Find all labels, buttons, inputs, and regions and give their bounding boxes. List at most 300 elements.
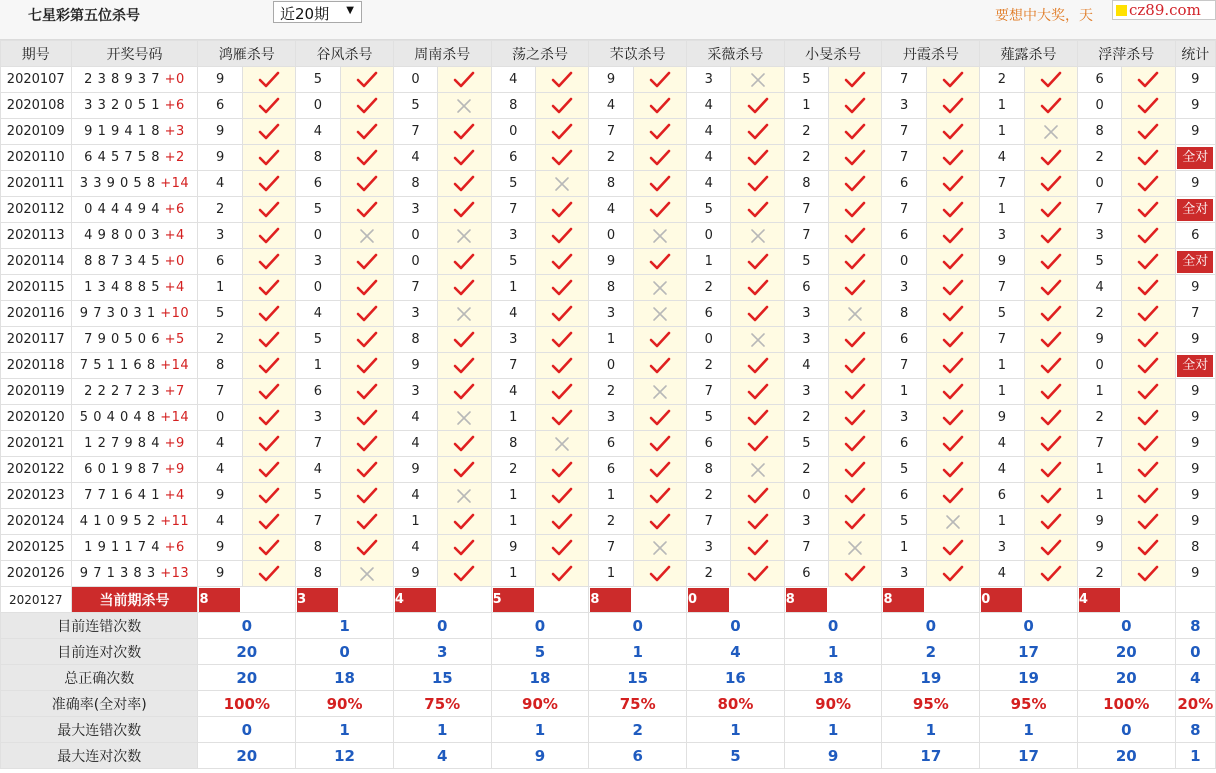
draw-numbers-cell [71, 301, 198, 327]
check-icon [242, 119, 295, 145]
check-icon [829, 561, 882, 587]
check-icon [1024, 509, 1077, 535]
cross-icon [340, 223, 393, 249]
check-icon [1024, 431, 1077, 457]
summary-label: 目前连对次数 [1, 639, 198, 665]
check-icon [535, 93, 588, 119]
kill-number-cell: 3 [296, 249, 340, 275]
draw-numbers: 2 3 8 9 3 7 [84, 72, 160, 87]
kill-number-cell: 4 [491, 379, 535, 405]
kill-number-cell: 3 [589, 301, 633, 327]
summary-value: 20 [198, 665, 296, 691]
draw-sum: +11 [160, 514, 190, 529]
page-title: 七星彩第五位杀号 [28, 8, 140, 24]
kill-number-cell: 9 [1077, 509, 1121, 535]
kill-number-cell: 1 [491, 275, 535, 301]
kill-number-cell: 8 [589, 275, 633, 301]
kill-number-cell: 6 [784, 561, 828, 587]
check-icon [340, 301, 393, 327]
kill-number-cell: 7 [296, 431, 340, 457]
col-expert: 谷风杀号 [296, 41, 394, 67]
table-body [1, 67, 1216, 769]
check-icon [1122, 431, 1175, 457]
check-icon [926, 275, 979, 301]
kill-number-cell: 4 [687, 171, 731, 197]
kill-number-cell: 0 [1077, 93, 1121, 119]
current-kill-label: 当前期杀号 [71, 587, 198, 613]
cross-icon [633, 301, 686, 327]
check-icon [731, 509, 784, 535]
kill-number-cell: 0 [393, 223, 437, 249]
draw-sum: +13 [160, 566, 190, 581]
check-icon [731, 249, 784, 275]
draw-numbers: 8 8 7 3 4 5 [84, 254, 160, 269]
check-icon [535, 275, 588, 301]
cross-icon [535, 171, 588, 197]
check-icon [1122, 93, 1175, 119]
check-icon [926, 93, 979, 119]
current-kill-number: 8 [883, 588, 924, 612]
check-icon [731, 483, 784, 509]
check-icon [926, 119, 979, 145]
kill-number-cell: 2 [491, 457, 535, 483]
kill-number-cell: 3 [1077, 223, 1121, 249]
check-icon [340, 275, 393, 301]
current-kill-number: 4 [395, 588, 436, 612]
check-icon [438, 327, 491, 353]
summary-value: 0 [882, 613, 980, 639]
kill-number-cell: 1 [882, 379, 926, 405]
check-icon [1122, 535, 1175, 561]
kill-number-cell: 3 [784, 301, 828, 327]
kill-number-cell: 9 [393, 457, 437, 483]
summary-value: 1 [687, 717, 785, 743]
kill-number-cell: 5 [687, 405, 731, 431]
draw-numbers-cell [71, 405, 198, 431]
current-kill-number: 4 [1079, 588, 1120, 612]
period-cell: 2020118 [1, 353, 72, 379]
draw-numbers: 4 9 8 0 0 3 [84, 228, 160, 243]
check-icon [1122, 249, 1175, 275]
kill-number-cell: 2 [784, 457, 828, 483]
check-icon [633, 483, 686, 509]
kill-number-cell: 7 [882, 353, 926, 379]
check-icon [731, 275, 784, 301]
check-icon [829, 145, 882, 171]
check-icon [340, 431, 393, 457]
kill-number-cell: 1 [980, 353, 1024, 379]
kill-number-cell: 8 [491, 93, 535, 119]
draw-numbers: 5 0 4 0 4 8 [79, 410, 156, 425]
kill-number-cell: 9 [491, 535, 535, 561]
period-select-value: 近20期 [280, 5, 330, 23]
current-stat-cell [1175, 587, 1215, 613]
kill-number-cell: 6 [296, 379, 340, 405]
kill-number-cell: 1 [491, 405, 535, 431]
kill-number-cell: 1 [393, 509, 437, 535]
kill-number-cell: 4 [980, 145, 1024, 171]
summary-stat: 8 [1175, 613, 1215, 639]
check-icon [829, 249, 882, 275]
draw-numbers: 1 3 4 8 8 5 [84, 280, 160, 295]
top-bar [0, 0, 1216, 40]
current-kill-number: 0 [981, 588, 1022, 612]
draw-numbers-cell [71, 561, 198, 587]
draw-sum: +10 [160, 306, 190, 321]
summary-value: 75% [589, 691, 687, 717]
current-kill-cell [491, 587, 589, 613]
col-expert: 周南杀号 [393, 41, 491, 67]
kill-number-cell: 5 [296, 327, 340, 353]
kill-number-cell: 8 [393, 171, 437, 197]
kill-number-cell: 0 [393, 249, 437, 275]
kill-number-cell: 5 [882, 509, 926, 535]
summary-value: 1 [980, 717, 1078, 743]
summary-value: 1 [784, 717, 882, 743]
kill-number-cell: 1 [589, 561, 633, 587]
stat-cell: 9 [1175, 483, 1215, 509]
check-icon [1122, 119, 1175, 145]
kill-number-cell: 4 [393, 483, 437, 509]
col-expert: 薤露杀号 [980, 41, 1078, 67]
period-cell: 2020115 [1, 275, 72, 301]
site-logo[interactable]: cz89.com [1112, 0, 1216, 20]
kill-number-cell: 8 [882, 301, 926, 327]
draw-numbers-cell [71, 509, 198, 535]
check-icon [340, 457, 393, 483]
table-row [1, 509, 1216, 535]
check-icon [731, 561, 784, 587]
summary-value: 17 [980, 639, 1078, 665]
summary-value: 90% [296, 691, 394, 717]
check-icon [1024, 93, 1077, 119]
check-icon [633, 327, 686, 353]
kill-number-cell: 4 [491, 67, 535, 93]
promo-text[interactable]: 要想中大奖，天 [995, 8, 1093, 24]
draw-numbers: 7 5 1 1 6 8 [79, 358, 156, 373]
kill-number-cell: 1 [980, 379, 1024, 405]
stat-cell [1175, 197, 1215, 223]
kill-number-cell: 9 [393, 353, 437, 379]
chevron-down-icon: ▼ [346, 5, 354, 16]
check-icon [1024, 457, 1077, 483]
check-icon [1024, 561, 1077, 587]
check-icon [926, 223, 979, 249]
draw-sum: +14 [160, 176, 190, 191]
check-icon [340, 509, 393, 535]
summary-value: 20 [1077, 665, 1175, 691]
summary-value: 5 [687, 743, 785, 769]
summary-value: 95% [980, 691, 1078, 717]
kill-number-cell: 7 [1077, 431, 1121, 457]
draw-sum: +4 [164, 488, 185, 503]
summary-value: 18 [491, 665, 589, 691]
kill-number-cell: 4 [980, 431, 1024, 457]
kill-number-cell: 6 [882, 327, 926, 353]
kill-number-cell: 5 [784, 249, 828, 275]
summary-value: 2 [882, 639, 980, 665]
kill-number-cell: 3 [882, 275, 926, 301]
col-expert: 丹霞杀号 [882, 41, 980, 67]
summary-value: 95% [882, 691, 980, 717]
kill-number-cell: 4 [296, 457, 340, 483]
summary-label: 最大连对次数 [1, 743, 198, 769]
period-select[interactable] [273, 1, 362, 23]
summary-value: 100% [198, 691, 296, 717]
check-icon [438, 509, 491, 535]
draw-numbers-cell [71, 93, 198, 119]
stat-cell: 8 [1175, 535, 1215, 561]
summary-value: 0 [1077, 717, 1175, 743]
kill-number-cell: 3 [491, 327, 535, 353]
check-icon [242, 301, 295, 327]
kill-number-cell: 3 [393, 197, 437, 223]
draw-sum: +6 [164, 202, 185, 217]
kill-number-cell: 0 [687, 223, 731, 249]
all-correct-badge: 全对 [1177, 251, 1213, 273]
kill-number-cell: 0 [589, 223, 633, 249]
draw-numbers: 1 9 1 1 7 4 [84, 540, 160, 555]
summary-row [1, 665, 1216, 691]
check-icon [926, 197, 979, 223]
draw-numbers: 4 1 0 9 5 2 [79, 514, 156, 529]
logo-square-icon [1116, 5, 1127, 16]
kill-number-cell: 1 [198, 275, 242, 301]
check-icon [829, 93, 882, 119]
check-icon [438, 145, 491, 171]
kill-number-cell: 7 [1077, 197, 1121, 223]
check-icon [829, 119, 882, 145]
kill-number-cell: 2 [784, 145, 828, 171]
check-icon [535, 301, 588, 327]
table-row [1, 457, 1216, 483]
summary-value: 1 [393, 717, 491, 743]
check-icon [535, 405, 588, 431]
current-kill-cell [198, 587, 296, 613]
kill-number-cell: 2 [198, 327, 242, 353]
check-icon [1122, 405, 1175, 431]
kill-number-cell: 2 [1077, 301, 1121, 327]
kill-number-cell: 3 [980, 223, 1024, 249]
kill-number-cell: 0 [198, 405, 242, 431]
table-row [1, 561, 1216, 587]
check-icon [535, 561, 588, 587]
summary-value: 0 [687, 613, 785, 639]
kill-number-cell: 1 [1077, 457, 1121, 483]
stat-cell: 9 [1175, 509, 1215, 535]
check-icon [829, 353, 882, 379]
kill-number-cell: 3 [784, 509, 828, 535]
stat-cell: 6 [1175, 223, 1215, 249]
summary-value: 1 [296, 717, 394, 743]
check-icon [438, 171, 491, 197]
check-icon [926, 431, 979, 457]
summary-value: 9 [491, 743, 589, 769]
kill-number-cell: 5 [296, 67, 340, 93]
period-cell: 2020117 [1, 327, 72, 353]
summary-value: 12 [296, 743, 394, 769]
cross-icon [633, 379, 686, 405]
kill-number-cell: 7 [589, 119, 633, 145]
cross-icon [340, 561, 393, 587]
stat-cell: 9 [1175, 431, 1215, 457]
check-icon [242, 171, 295, 197]
current-kill-cell [980, 587, 1078, 613]
draw-numbers: 9 7 1 3 8 3 [79, 566, 156, 581]
kill-number-cell: 6 [491, 145, 535, 171]
kill-number-cell: 0 [296, 93, 340, 119]
kill-number-cell: 5 [1077, 249, 1121, 275]
check-icon [438, 275, 491, 301]
kill-number-cell: 3 [687, 535, 731, 561]
kill-number-cell: 3 [198, 223, 242, 249]
kill-number-cell: 6 [589, 431, 633, 457]
stat-cell [1175, 145, 1215, 171]
kill-number-cell: 7 [784, 223, 828, 249]
check-icon [242, 405, 295, 431]
kill-number-cell: 2 [784, 405, 828, 431]
kill-number-cell: 6 [882, 431, 926, 457]
kill-number-cell: 4 [198, 509, 242, 535]
summary-stat: 0 [1175, 639, 1215, 665]
check-icon [535, 353, 588, 379]
kill-number-cell: 5 [980, 301, 1024, 327]
kill-number-cell: 1 [980, 509, 1024, 535]
kill-number-cell: 1 [1077, 483, 1121, 509]
period-cell: 2020119 [1, 379, 72, 405]
summary-value: 0 [1077, 613, 1175, 639]
kill-number-cell: 5 [882, 457, 926, 483]
draw-sum: +4 [164, 228, 185, 243]
check-icon [1122, 561, 1175, 587]
kill-number-cell: 3 [980, 535, 1024, 561]
summary-value: 6 [589, 743, 687, 769]
period-cell: 2020109 [1, 119, 72, 145]
check-icon [535, 197, 588, 223]
table-row [1, 353, 1216, 379]
kill-number-cell: 3 [784, 379, 828, 405]
kill-number-cell: 1 [296, 353, 340, 379]
stat-cell: 9 [1175, 457, 1215, 483]
draw-sum: +6 [164, 98, 185, 113]
kill-number-cell: 7 [589, 535, 633, 561]
kill-number-cell: 8 [491, 431, 535, 457]
kill-number-cell: 9 [980, 405, 1024, 431]
kill-number-cell: 4 [198, 171, 242, 197]
col-period: 期号 [1, 41, 72, 67]
cross-icon [633, 535, 686, 561]
kill-number-cell: 1 [491, 561, 535, 587]
summary-value: 90% [491, 691, 589, 717]
check-icon [633, 171, 686, 197]
check-icon [535, 67, 588, 93]
check-icon [535, 249, 588, 275]
current-kill-number: 8 [590, 588, 631, 612]
summary-value: 0 [784, 613, 882, 639]
kill-number-cell: 9 [198, 483, 242, 509]
draw-numbers-cell [71, 457, 198, 483]
check-icon [633, 431, 686, 457]
summary-value: 1 [589, 639, 687, 665]
check-icon [1024, 67, 1077, 93]
current-kill-number: 8 [786, 588, 827, 612]
kill-number-cell: 2 [1077, 561, 1121, 587]
cross-icon [535, 431, 588, 457]
kill-number-cell: 9 [589, 67, 633, 93]
kill-number-cell: 6 [882, 171, 926, 197]
kill-number-cell: 2 [784, 119, 828, 145]
draw-numbers: 3 3 9 0 5 8 [79, 176, 156, 191]
current-kill-number: 3 [297, 588, 338, 612]
cross-icon [438, 93, 491, 119]
draw-numbers-cell [71, 483, 198, 509]
check-icon [1024, 483, 1077, 509]
table-row [1, 275, 1216, 301]
kill-number-cell: 4 [393, 535, 437, 561]
period-cell: 2020124 [1, 509, 72, 535]
kill-number-cell: 9 [198, 561, 242, 587]
period-cell: 2020121 [1, 431, 72, 457]
kill-number-cell: 4 [1077, 275, 1121, 301]
all-correct-badge: 全对 [1177, 147, 1213, 169]
draw-numbers: 6 4 5 7 5 8 [84, 150, 160, 165]
check-icon [535, 457, 588, 483]
kill-number-cell: 2 [687, 483, 731, 509]
cross-icon [633, 275, 686, 301]
summary-value: 19 [882, 665, 980, 691]
check-icon [829, 327, 882, 353]
check-icon [1024, 171, 1077, 197]
summary-value: 20 [198, 639, 296, 665]
draw-numbers: 9 1 9 4 1 8 [84, 124, 160, 139]
period-cell: 2020116 [1, 301, 72, 327]
kill-number-cell: 2 [687, 353, 731, 379]
check-icon [242, 197, 295, 223]
draw-numbers-cell [71, 197, 198, 223]
check-icon [633, 457, 686, 483]
kill-number-cell: 4 [296, 119, 340, 145]
kill-number-cell: 3 [882, 93, 926, 119]
kill-number-cell: 1 [1077, 379, 1121, 405]
check-icon [926, 535, 979, 561]
table-row [1, 535, 1216, 561]
kill-number-cell: 7 [980, 171, 1024, 197]
kill-number-cell: 1 [491, 509, 535, 535]
kill-number-cell: 9 [1077, 535, 1121, 561]
kill-number-cell: 3 [491, 223, 535, 249]
summary-label: 总正确次数 [1, 665, 198, 691]
check-icon [438, 457, 491, 483]
summary-stat: 4 [1175, 665, 1215, 691]
table-header-row [1, 41, 1216, 67]
kill-number-cell: 7 [882, 197, 926, 223]
cross-icon [438, 483, 491, 509]
draw-numbers-cell [71, 353, 198, 379]
kill-number-cell: 2 [589, 145, 633, 171]
kill-number-cell: 7 [882, 119, 926, 145]
draw-numbers-cell [71, 119, 198, 145]
current-kill-number: 5 [493, 588, 534, 612]
check-icon [926, 457, 979, 483]
check-icon [340, 93, 393, 119]
summary-value: 1 [491, 717, 589, 743]
kill-number-cell: 9 [1077, 327, 1121, 353]
check-icon [731, 171, 784, 197]
draw-sum: +6 [164, 540, 185, 555]
check-icon [535, 145, 588, 171]
check-icon [1024, 353, 1077, 379]
current-period: 2020127 [1, 587, 72, 613]
